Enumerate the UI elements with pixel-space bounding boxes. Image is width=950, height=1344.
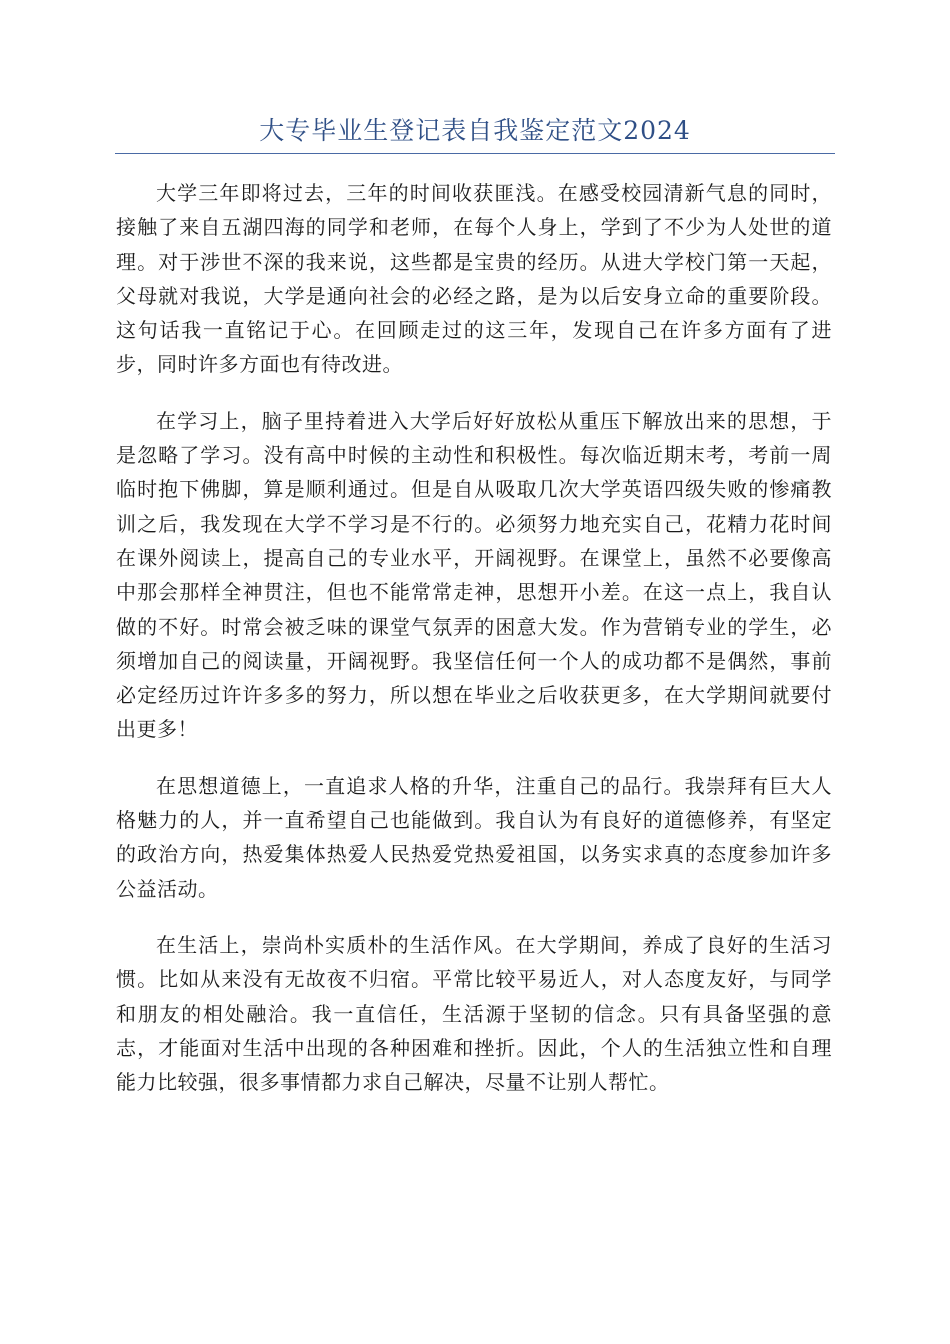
document-body (116, 176, 832, 1121)
paragraph-intro: 大学三年即将过去，三年的时间收获匪浅。在感受校园清新气息的同时，接触了来自五湖四海的同学和老师，在每个人身上，学到了不少为人处世的道理。对于涉世不深的我来说，这些都是宝贵的经历。从进大学校门第一天起，父母就对我说，大学是通向社会的必经之路，是为以后安身立命的重要阶段。这句话我一直铭记于心。在回顾走过的这三年，发现自己在许多方面有了进步，同时许多方面也有待改进。 (116, 181, 832, 377)
paragraph-life: 在生活上，崇尚朴实质朴的生活作风。在大学期间，养成了良好的生活习惯。比如从来没有无故夜不归宿。平常比较平易近人，对人态度友好，与同学和朋友的相处融洽。我一直信任，生活源于坚韧的信念。只有具备坚强的意志，才能面对生活中出现的各种困难和挫折。因此，个人的生活独立性和自理能力比较强，很多事情都力求自己解决，尽量不让别人帮忙。 (116, 932, 832, 1095)
document-title: 大专毕业生登记表自我鉴定范文2024 (259, 116, 691, 145)
paragraph-morality: 在思想道德上，一直追求人格的升华，注重自己的品行。我崇拜有巨大人格魅力的人，并一直希望自己也能做到。我自认为有良好的道德修养，有坚定的政治方向，热爱集体热爱人民热爱党热爱祖国，以务实求真的态度参加许多公益活动。 (116, 773, 832, 901)
title-underline (115, 153, 835, 154)
paragraph-study: 在学习上，脑子里持着进入大学后好好放松从重压下解放出来的思想，于是忽略了学习。没有高中时候的主动性和积极性。每次临近期末考，考前一周临时抱下佛脚，算是顺利通过。但是自从吸取几次大学英语四级失败的惨痛教训之后，我发现在大学不学习是不行的。必须努力地充实自己，花精力花时间在课外阅读上，提高自己的专业水平，开阔视野。在课堂上，虽然不必要像高中那会那样全神贯注，但也不能常常走神，思想开小差。在这一点上，我自认做的不好。时常会被乏味的课堂气氛弄的困意大发。作为营销专业的学生，必须增加自己的阅读量，开阔视野。我坚信任何一个人的成功都不是偶然，事前必定经历过许许多多的努力，所以想在毕业之后收获更多，在大学期间就要付出更多！ (116, 408, 832, 742)
